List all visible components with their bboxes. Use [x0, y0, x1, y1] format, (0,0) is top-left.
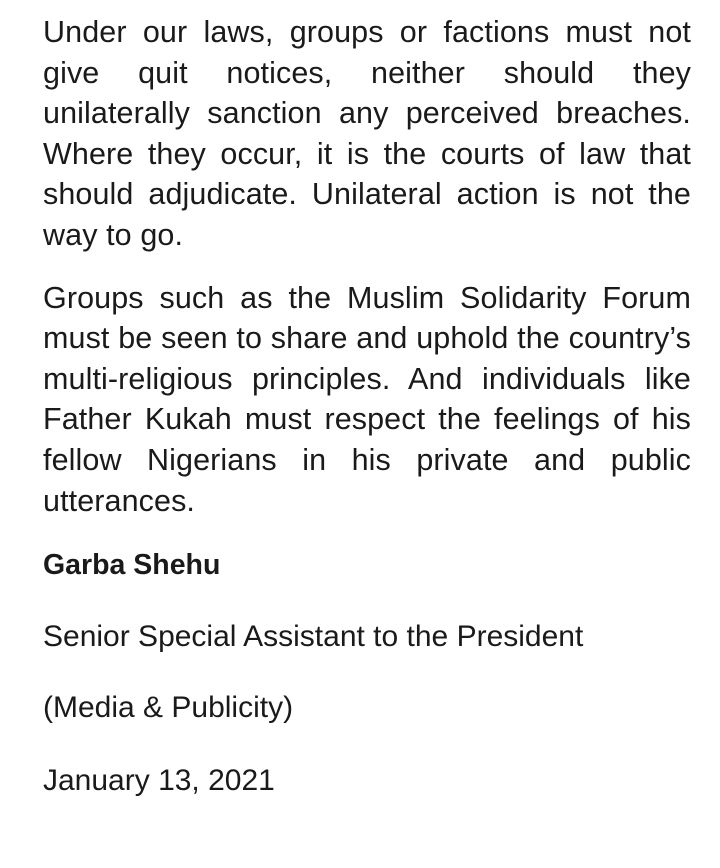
signature-block	[43, 545, 691, 801]
body-paragraph-2: Groups such as the Muslim Solidarity Forum must be seen to share and uphold the country’s multi-religious principles. And individuals like Father Kukah must respect the feelings of his fellow Nigerians in his private and public utterances.	[43, 280, 691, 518]
signatory-title: Senior Special Assistant to the President	[43, 620, 584, 654]
signatory-department: (Media & Publicity)	[43, 691, 294, 725]
body-paragraph-1: Under our laws, groups or factions must not give quit notices, neither should they unilaterally sanction any perceived breaches. Where they occur, it is the courts of law that should adjudicate. Unilateral action is not the way to go.	[43, 15, 691, 252]
statement-date: January 13, 2021	[43, 764, 275, 798]
signatory-name: Garba Shehu	[43, 549, 221, 582]
statement-document	[43, 12, 691, 801]
